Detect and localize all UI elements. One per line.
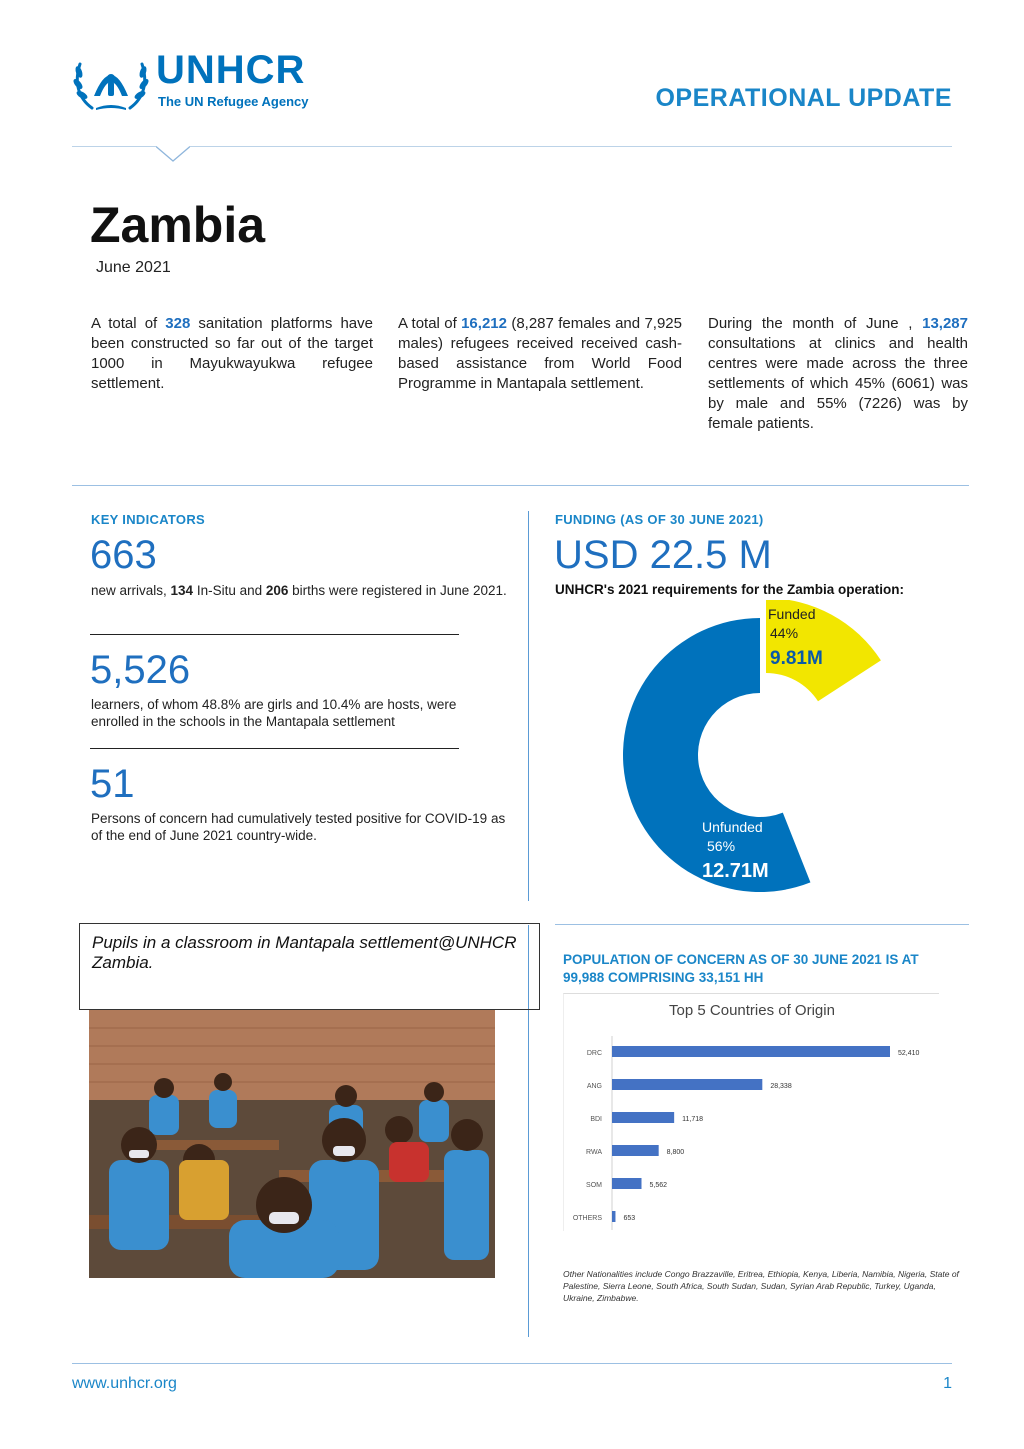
funding-requirement-text: UNHCR's 2021 requirements for the Zambia operation:	[555, 582, 905, 597]
indicator-divider	[90, 748, 459, 749]
bar-value-label: 5,562	[649, 1182, 668, 1189]
page-number: 1	[943, 1375, 952, 1392]
bar-category-label: BDI	[590, 1116, 602, 1123]
report-date: June 2021	[96, 259, 171, 276]
unhcr-logo	[72, 46, 352, 116]
indicator-text-covid: Persons of concern had cumulatively tested positive for COVID-19 as of the end of June 2021 country-wide.	[91, 811, 506, 843]
column-divider	[528, 511, 529, 901]
origin-bar-chart	[563, 993, 939, 1231]
bar-others	[612, 1211, 615, 1222]
indicator-divider	[90, 634, 459, 635]
bar-category-label: SOM	[586, 1182, 602, 1189]
indicator-value-arrivals: 663	[90, 533, 157, 577]
indicator-value-learners: 5,526	[90, 648, 191, 692]
highlight-health-consultations: During the month of June , 13,287 consultations at clinics and health centres were made across the three settlements of which 45% (6061) was by male and 55% (7226) was by female patients.	[708, 315, 968, 432]
bar-bdi	[612, 1112, 674, 1123]
bar-value-label: 8,800	[666, 1149, 685, 1156]
section-divider	[555, 924, 969, 925]
org-tagline: The UN Refugee Agency	[158, 94, 309, 109]
population-heading: POPULATION OF CONCERN AS OF 30 JUNE 2021 IS AT 99,988 COMPRISING 33,151 HH	[563, 952, 919, 985]
funding-donut-chart	[610, 600, 910, 900]
bar-category-label: ANG	[586, 1083, 602, 1090]
bar-value-label: 653	[623, 1215, 636, 1222]
indicator-value-covid: 51	[90, 762, 135, 806]
other-nationalities-note: Other Nationalities include Congo Brazzaville, Eritrea, Ethiopia, Kenya, Liberia, Namibia, Nigeria, State of Palestine, Sierra Leone, South Africa, South Sudan, Sudan, Syrian Arab Republic, Turkey, Uganda, Ukraine, Zimbabwe.	[563, 1269, 959, 1303]
chevron-down-icon	[156, 146, 190, 164]
header-divider	[72, 146, 952, 147]
footer-divider	[72, 1363, 952, 1364]
bar-value-label: 28,338	[770, 1083, 792, 1090]
funded-label: Funded	[768, 606, 816, 622]
indicator-text-learners: learners, of whom 48.8% are girls and 10.4% are hosts, were enrolled in the schools in the Mantapala settlement	[91, 697, 457, 729]
unfunded-amount: 12.71M	[702, 860, 769, 882]
footer-link[interactable]: www.unhcr.org	[72, 1375, 177, 1392]
bar-category-label: RWA	[586, 1149, 602, 1156]
funding-heading: FUNDING (AS OF 30 JUNE 2021)	[555, 512, 764, 527]
key-indicators-heading: KEY INDICATORS	[91, 512, 205, 527]
bar-value-label: 11,718	[682, 1116, 704, 1123]
unfunded-label: Unfunded	[702, 819, 763, 835]
funded-percent: 44%	[770, 625, 799, 641]
bar-category-label: DRC	[586, 1050, 602, 1057]
bar-rwa	[612, 1145, 659, 1156]
org-name: UNHCR	[156, 48, 306, 92]
classroom-photo	[89, 1010, 495, 1278]
section-divider	[72, 485, 969, 486]
chart-title: Top 5 Countries of Origin	[669, 1002, 835, 1019]
highlight-sanitation: A total of 328 sanitation platforms have been constructed so far out of the target 1000 in Mayukwayukwa refugee settlement.	[91, 315, 373, 392]
funded-amount: 9.81M	[770, 648, 823, 669]
bar-drc	[612, 1046, 890, 1057]
unfunded-percent: 56%	[707, 838, 736, 854]
page-title: Zambia	[90, 197, 266, 253]
funding-amount: USD 22.5 M	[554, 533, 772, 577]
bar-category-label: OTHERS	[572, 1215, 602, 1222]
laurel-emblem-icon	[72, 46, 150, 116]
indicator-text-arrivals: new arrivals, 134 In-Situ and 206 births were registered in June 2021.	[91, 583, 507, 598]
highlight-cash-assistance: A total of 16,212 (8,287 females and 7,925 males) refugees received received cash-based assistance from World Food Programme in Mantapala settlement.	[398, 315, 682, 392]
bar-ang	[612, 1079, 762, 1090]
bar-value-label: 52,410	[898, 1050, 920, 1057]
bar-som	[612, 1178, 642, 1189]
document-type: OPERATIONAL UPDATE	[655, 84, 952, 112]
photo-caption: Pupils in a classroom in Mantapala settlement@UNHCR Zambia.	[79, 923, 540, 1010]
